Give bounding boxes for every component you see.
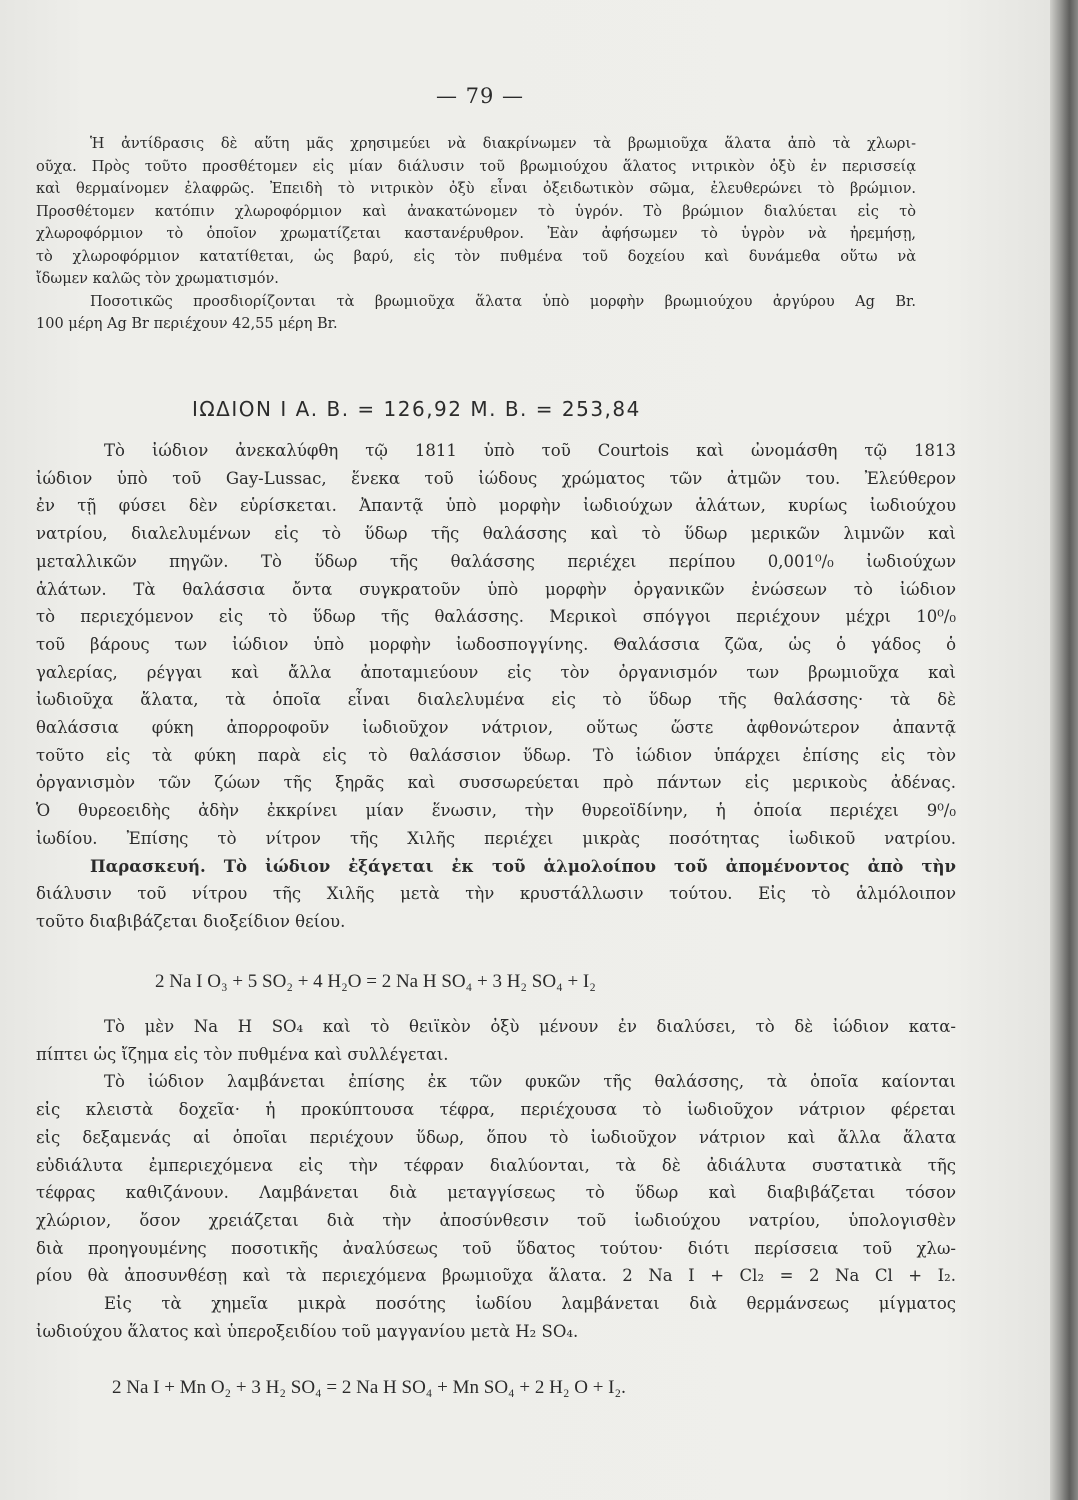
text-line: χλωροφόρμιον τὸ ὁποῖον χρωματίζεται καστανέρυθρον. Ἐὰν ἀφήσωμεν τὸ ὑγρὸν νὰ ἠρεμήσῃ, [36, 226, 916, 242]
text-line: Τὸ μὲν Na H SO₄ καὶ τὸ θειϊκὸν ὀξὺ μένουν ἐν διαλύσει, τὸ δὲ ἰώδιον κατα- [104, 1017, 956, 1036]
section-heading: ΙΩΔΙΟΝ Ι Α. Β. = 126,92 Μ. Β. = 253,84 [192, 397, 641, 421]
text-line: μεταλλικῶν πηγῶν. Τὸ ὕδωρ τῆς θαλάσσης περιέχει περίπου 0,001⁰/₀ ἰωδιούχων [36, 551, 956, 571]
text-line: ἰωδιοῦχα ἅλατα, τὰ ὁποῖα εἶναι διαλελυμένα εἰς τὸ ὕδωρ τῆς θαλάσσης· τὰ δὲ [36, 690, 956, 710]
page-number: — 79 — [435, 84, 525, 108]
text-line: ἴδωμεν καλῶς τὸν χρωματισμόν. [36, 271, 279, 287]
text-line: γαλερίας, ρέγγαι καὶ ἄλλα ἀποταμιεύουν εἰς τὸν ὀργανισμόν των βρωμιοῦχα καὶ [36, 662, 956, 682]
equation-manganese-dioxide: 2 Na I + Mn O₂ + 3 H₂ SO₄ = 2 Na H SO₄ + Mn SO₄ + 2 H₂ O + I₂. [112, 1377, 626, 1398]
text-line: χλώριον, ὅσον χρειάζεται διὰ τὴν ἀποσύνθεσιν τοῦ ἰωδιούχου νατρίου, ὑπολογισθὲν [36, 1210, 956, 1230]
text-line: καὶ θερμαίνομεν ἐλαφρῶς. Ἐπειδὴ τὸ νιτρικὸν ὀξὺ εἶναι ὀξειδωτικὸν σῶμα, ἐλευθερώνει τὸ βρώμιον. [36, 181, 916, 197]
iodine-paragraph [36, 437, 956, 936]
text-line: τέφρας καθιζάνουν. Λαμβάνεται διὰ μεταγγίσεως τὸ ὕδωρ καὶ διαβιβάζεται τόσον [36, 1183, 956, 1203]
text-line: Ποσοτικῶς προσδιορίζονται τὰ βρωμιοῦχα ἅλατα ὑπὸ μορφὴν βρωμιούχου ἀργύρου Ag Br. [90, 293, 916, 310]
preparation-paragraph [36, 1013, 956, 1345]
text-line: Ὁ θυρεοειδὴς ἀδὴν ἐκκρίνει μίαν ἕνωσιν, τὴν θυρεοϊδίνην, ἡ ὁποία περιέχει 9⁰/₀ [36, 801, 956, 821]
text-line: διάλυσιν τοῦ νίτρου τῆς Χιλῆς μετὰ τὴν κρυστάλλωσιν τούτου. Εἰς τὸ ἁλμόλοιπον [36, 884, 956, 904]
text-line: Εἰς τὰ χημεῖα μικρὰ ποσότης ἰωδίου λαμβάνεται διὰ θερμάνσεως μίγματος [104, 1294, 956, 1314]
intro-paragraph [36, 133, 916, 336]
text-line: διὰ προηγουμένης ποσοτικῆς ἀναλύσεως τοῦ ὕδατος τούτου· διότι περίσσεια τοῦ χλω- [36, 1238, 956, 1258]
text-line: ἐν τῇ φύσει δὲν εὑρίσκεται. Ἀπαντᾷ ὑπὸ μορφὴν ἰωδιούχων ἁλάτων, κυρίως ἰωδιούχου [36, 496, 956, 516]
text-line: ἁλάτων. Τὰ θαλάσσια ὄντα συγκρατοῦν ὑπὸ μορφὴν ὀργανικῶν ἐνώσεων τὸ ἰώδιον [36, 579, 956, 599]
text-line: τὸ περιεχόμενον εἰς τὸ ὕδωρ τῆς θαλάσσης. Μερικοὶ σπόγγοι περιέχουν μέχρι 10⁰/₀ [36, 607, 956, 627]
text-line: τοῦ βάρους των ἰώδιον ὑπὸ μορφὴν ἰωδοσπογγίνης. Θαλάσσια ζῶα, ὡς ὁ γάδος ὁ [36, 634, 956, 654]
text-line: ὀργανισμὸν τῶν ζώων τῆς ξηρᾶς καὶ συσσωρεύεται πρὸ πάντων εἰς μερικοὺς ἀδένας. [36, 773, 956, 793]
text-line: θαλάσσια φύκη ἀπορροφοῦν ἰωδιοῦχον νάτριον, οὕτως ὥστε ἀφθονώτερον ἀπαντᾷ [36, 718, 956, 738]
text-line: Τὸ ἰώδιον λαμβάνεται ἐπίσης ἐκ τῶν φυκῶν τῆς θαλάσσης, τὰ ὁποῖα καίονται [104, 1072, 956, 1092]
text-line: νατρίου, διαλελυμένων εἰς τὸ ὕδωρ τῆς θαλάσσης καὶ τὸ ὕδωρ μερικῶν λιμνῶν καὶ [36, 524, 956, 544]
text-line: Τὸ ἰώδιον ἀνεκαλύφθη τῷ 1811 ὑπὸ τοῦ Courtois καὶ ὠνομάσθη τῷ 1813 [104, 441, 956, 460]
text-line: Παρασκευή. Τὸ ἰώδιον ἐξάγεται ἐκ τοῦ ἁλμολοίπου τοῦ ἀπομένοντος ἀπὸ τὴν [90, 856, 956, 876]
text-line: εὐδιάλυτα ἐμπεριεχόμενα εἰς τὴν τέφραν διαλύονται, τὰ δὲ ἀδιάλυτα συστατικὰ τῆς [36, 1155, 956, 1175]
text-line: τὸ χλωροφόρμιον κατατίθεται, ὡς βαρύ, εἰς τὸν πυθμένα τοῦ δοχείου καὶ δυνάμεθα οὕτω νὰ [36, 248, 916, 265]
equation-sodium-iodate: 2 Na I O₃ + 5 SO₂ + 4 H₂O = 2 Na H SO₄ + 3 H₂ SO₄ + I₂ [155, 971, 596, 992]
text-line: οῦχα. Πρὸς τοῦτο προσθέτομεν εἰς μίαν διάλυσιν τοῦ βρωμιούχου ἅλατος νιτρικὸν ὀξὺ ἐν περισσείᾳ [36, 158, 916, 175]
text-line: ἰωδιούχου ἅλατος καὶ ὑπεροξειδίου τοῦ μαγγανίου μετὰ H₂ SO₄. [36, 1321, 579, 1341]
text-line: τοῦτο διαβιβάζεται διοξείδιον θείου. [36, 911, 346, 931]
text-line: πίπτει ὡς ἴζημα εἰς τὸν πυθμένα καὶ συλλέγεται. [36, 1044, 449, 1064]
text-line: εἰς κλειστὰ δοχεῖα· ἡ προκύπτουσα τέφρα, περιέχουσα τὸ ἰωδιοῦχον νάτριον φέρεται [36, 1100, 956, 1120]
text-line: Ἡ ἀντίδρασις δὲ αὕτη μᾶς χρησιμεύει νὰ διακρίνωμεν τὰ βρωμιοῦχα ἅλατα ἀπὸ τὰ χλωρι- [90, 136, 916, 152]
text-line: ρίου θὰ ἀποσυνθέσῃ καὶ τὰ περιεχόμενα βρωμιοῦχα ἅλατα. 2 Na I + Cl₂ = 2 Na Cl + I₂. [36, 1266, 956, 1286]
text-line: Προσθέτομεν κατόπιν χλωροφόρμιον καὶ ἀνακατώνομεν τὸ ὑγρόν. Τὸ βρώμιον διαλύεται εἰς τὸ [36, 203, 916, 220]
text-line: ἰωδίου. Ἐπίσης τὸ νίτρον τῆς Χιλῆς περιέχει μικρὰς ποσότητας ἰωδικοῦ νατρίου. [36, 828, 956, 848]
text-line: εἰς δεξαμενάς αἱ ὁποῖαι περιέχουν ὕδωρ, ὅπου τὸ ἰωδιοῦχον νάτριον καὶ ἄλλα ἅλατα [36, 1127, 956, 1147]
page-edge-shadow [1050, 0, 1078, 1500]
text-line: ἰώδιον ὑπὸ τοῦ Gay-Lussac, ἕνεκα τοῦ ἰώδους χρώματος τῶν ἀτμῶν του. Ἐλεύθερον [36, 468, 956, 488]
text-line: 100 μέρη Ag Br περιέχουν 42,55 μέρη Br. [36, 316, 338, 332]
text-line: τοῦτο εἰς τὰ φύκη παρὰ εἰς τὸ θαλάσσιον ὕδωρ. Τὸ ἰώδιον ὑπάρχει ἐπίσης εἰς τὸν [36, 745, 956, 765]
